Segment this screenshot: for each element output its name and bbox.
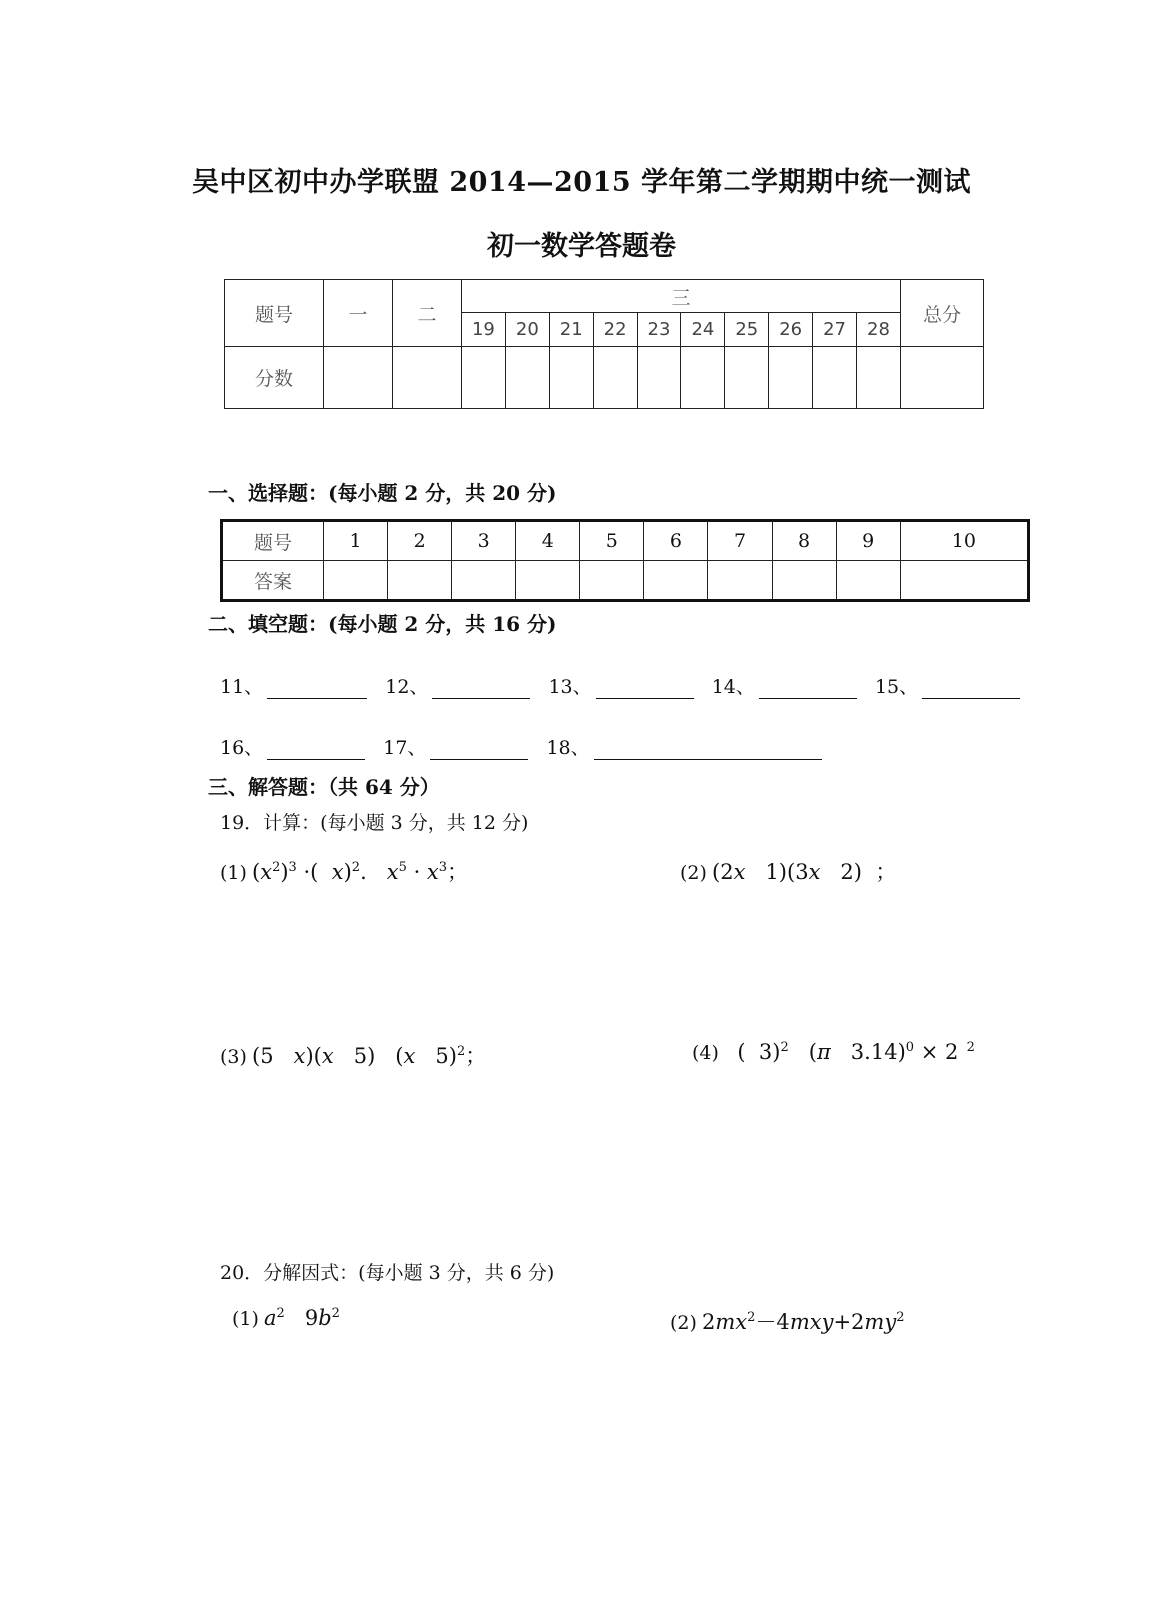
math-expression: $2mx^2-4mxy+2my^2$ [702,1310,905,1334]
part-label: (1) [220,862,247,884]
answer-table-question-label: 题号 [222,521,324,561]
score-table-sub-number: 25 [725,313,769,347]
answer-cell[interactable] [516,561,580,601]
answer-table-number: 3 [452,521,516,561]
answer-blank[interactable] [267,676,367,699]
score-table-sub-number: 26 [769,313,813,347]
document-title: 吴中区初中办学联盟 2014—2015 学年第二学期期中统一测试 [191,167,972,198]
part-label: (2) [680,862,707,884]
fill-blank-row-2 [220,733,834,760]
math-expression: (2x 1)(3x 2) ； [712,860,897,884]
blank-number: 13、 [548,676,592,698]
blank-number: 16、 [220,737,264,759]
answer-table-number: 2 [388,521,452,561]
document-subtitle: 初一数学答题卷 [487,231,676,262]
question-19-heading: 19．计算：(每小题 3 分，共 12 分) [220,812,529,834]
question-20-heading: 20．分解因式：(每小题 3 分，共 6 分) [220,1262,555,1284]
score-table [224,279,984,409]
part-label: (1) [232,1308,259,1330]
answer-table-number: 4 [516,521,580,561]
blank-number: 14、 [711,676,755,698]
answer-cell[interactable] [900,561,1028,601]
score-table-sub-number: 24 [681,313,725,347]
score-table-col-one: 一 [324,280,393,347]
answer-cell[interactable] [836,561,900,601]
answer-table-number: 8 [772,521,836,561]
answer-blank[interactable] [594,737,822,760]
question-19-part-2 [680,856,896,886]
score-cell[interactable] [393,347,462,409]
score-cell[interactable] [769,347,813,409]
answer-cell[interactable] [708,561,772,601]
answer-table-number: 10 [900,521,1028,561]
math-expression: ( 3)$^2$ (π 3.14)$^0$ × 2 $^2$ [724,1040,975,1064]
answer-table-number: 7 [708,521,772,561]
score-cell[interactable] [813,347,857,409]
answer-table-number: 5 [580,521,644,561]
score-cell[interactable] [549,347,593,409]
score-cell[interactable] [857,347,901,409]
answer-blank[interactable] [759,676,857,699]
score-table-sub-number: 23 [637,313,681,347]
score-cell[interactable] [681,347,725,409]
math-expression: $a^2$ $9b^2$ [264,1306,340,1330]
part-label: (4) [692,1042,719,1064]
answer-cell[interactable] [644,561,708,601]
answer-table-number: 6 [644,521,708,561]
answer-table-number: 1 [324,521,388,561]
score-table-sub-number: 21 [549,313,593,347]
score-cell[interactable] [505,347,549,409]
question-20-part-2 [670,1306,904,1336]
score-cell[interactable] [725,347,769,409]
part-label: (2) [670,1312,697,1334]
score-cell[interactable] [901,347,984,409]
question-19-part-1 [220,856,468,886]
section-heading-fill: 二、填空题：(每小题 2 分，共 16 分) [208,612,557,636]
math-expression: (5 x)(x 5) (x 5)$^2$； [252,1044,487,1068]
answer-cell[interactable] [772,561,836,601]
part-label: (3) [220,1046,247,1068]
score-table-sub-number: 27 [813,313,857,347]
question-19-part-3 [220,1040,486,1070]
fill-blank-row-1 [220,672,1032,699]
score-table-col-total: 总分 [901,280,984,347]
blank-number: 17、 [383,737,427,759]
score-table-sub-number: 28 [857,313,901,347]
score-cell[interactable] [324,347,393,409]
blank-number: 18、 [546,737,590,759]
score-table-question-label: 题号 [225,280,324,347]
answer-cell[interactable] [580,561,644,601]
score-cell[interactable] [462,347,506,409]
answer-table-number: 9 [836,521,900,561]
question-20-part-1 [232,1306,340,1330]
answer-blank[interactable] [922,676,1020,699]
math-expression: $(x^2)^3$ ·( x)$^2$. $x^5 \cdot x^3$； [252,860,469,884]
section-heading-choice: 一、选择题：(每小题 2 分，共 20 分) [208,481,557,505]
answer-blank[interactable] [267,737,365,760]
answer-blank[interactable] [430,737,528,760]
score-cell[interactable] [637,347,681,409]
score-table-col-three: 三 [462,280,901,313]
score-table-sub-number: 19 [462,313,506,347]
answer-cell[interactable] [452,561,516,601]
blank-number: 11、 [220,676,264,698]
blank-number: 15、 [874,676,919,698]
answer-cell[interactable] [324,561,388,601]
answer-blank[interactable] [596,676,694,699]
answer-cell[interactable] [388,561,452,601]
answer-table-answer-label: 答案 [222,561,324,601]
blank-number: 12、 [385,676,429,698]
answer-table [220,519,1030,602]
score-table-col-two: 二 [393,280,462,347]
score-table-sub-number: 20 [505,313,549,347]
score-table-score-label: 分数 [225,347,324,409]
score-table-sub-number: 22 [593,313,637,347]
answer-blank[interactable] [432,676,530,699]
question-19-part-4 [692,1040,975,1064]
section-heading-solve: 三、解答题：（共 64 分） [208,775,440,799]
score-cell[interactable] [593,347,637,409]
